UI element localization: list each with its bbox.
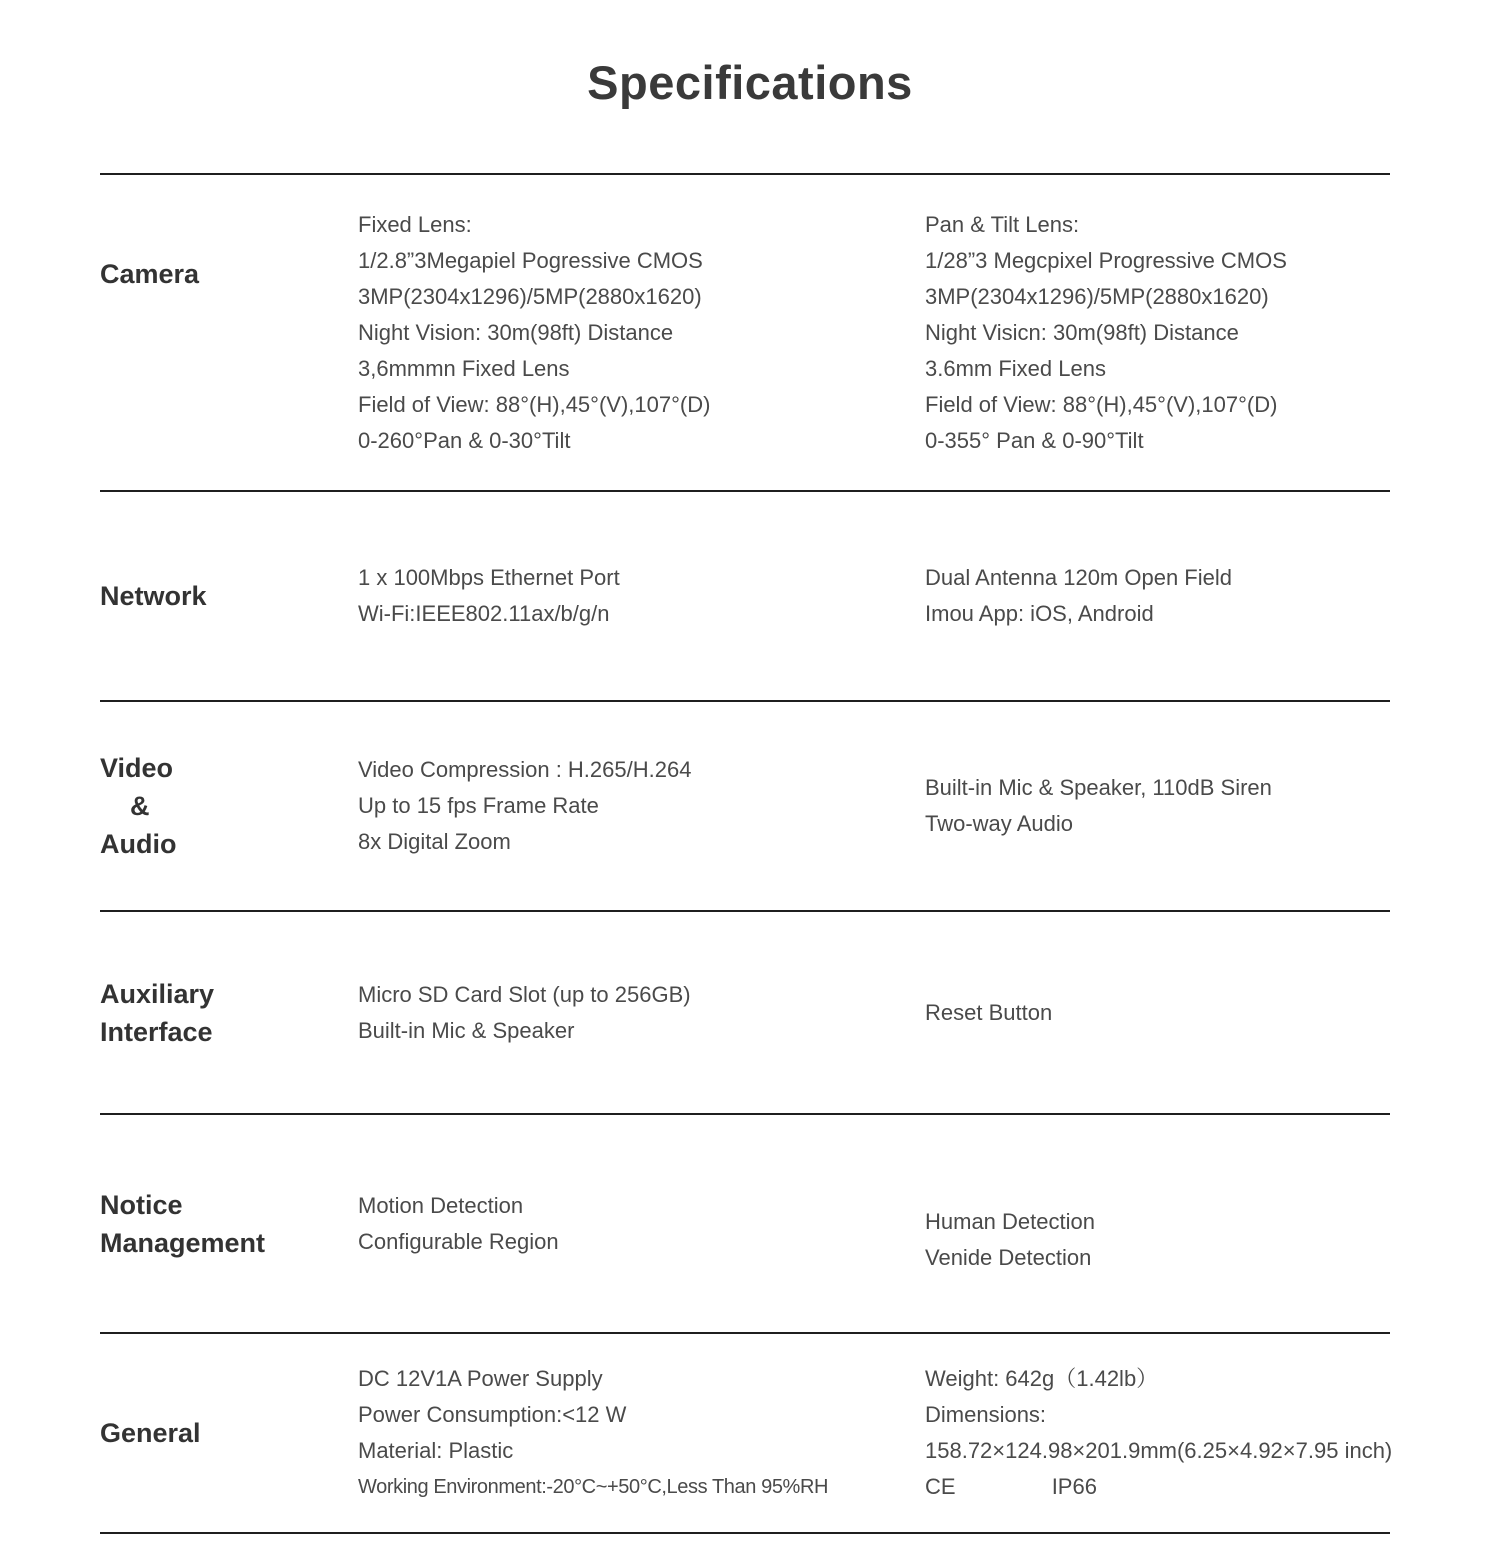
row-label-line: General — [100, 1418, 201, 1448]
spec-line: Motion Detection — [358, 1192, 524, 1218]
spec-line: Micro SD Card Slot (up to 256GB) — [358, 981, 691, 1007]
spec-line: 3,6mmmn Fixed Lens — [358, 355, 570, 381]
spec-line: Pan & Tilt Lens: — [925, 211, 1080, 237]
spec-line: Two-way Audio — [925, 811, 1073, 836]
spec-line: 1/2.8”3Megapiel Pogressive CMOS — [358, 247, 703, 273]
video-specs — [358, 752, 925, 860]
network-wired-specs — [358, 560, 925, 632]
table-row-network — [100, 492, 1390, 702]
row-label-camera — [100, 175, 358, 293]
spec-line: Built-in Mic & Speaker — [358, 1017, 575, 1043]
row-label-line: Interface — [100, 1016, 213, 1047]
certification-line — [925, 1469, 1392, 1505]
notice-detection-specs — [358, 1188, 925, 1260]
ce-certification-text: CE — [925, 1474, 956, 1499]
spec-line: Fixed Lens: — [358, 211, 472, 237]
auxiliary-button-specs — [925, 995, 1390, 1031]
ampersand-text: & — [130, 791, 150, 821]
row-label-line: Camera — [100, 259, 200, 289]
spec-line: Power Consumption:<12 W — [358, 1402, 627, 1427]
row-label-video-audio — [100, 749, 358, 863]
spec-line: Human Detection — [925, 1208, 1095, 1234]
network-wireless-specs — [925, 560, 1390, 632]
notice-ai-detection-specs — [925, 1204, 1390, 1276]
spec-line: 0-355° Pan & 0-90°Tilt — [925, 427, 1144, 453]
row-label-line: Management — [100, 1227, 266, 1258]
row-label-line: Video — [100, 753, 174, 783]
table-row-general — [100, 1334, 1393, 1534]
spec-line: Imou App: iOS, Android — [925, 601, 1154, 626]
spec-line: 0-260°Pan & 0-30°Tilt — [358, 427, 571, 453]
spec-line: 1 x 100Mbps Ethernet Port — [358, 565, 620, 590]
spec-line: 1/28”3 Megcpixel Progressive CMOS — [925, 247, 1287, 273]
spec-line: Configurable Region — [358, 1228, 559, 1254]
spec-line: DC 12V1A Power Supply — [358, 1366, 603, 1391]
spec-line: Up to 15 fps Frame Rate — [358, 793, 599, 818]
spec-line-working-environment: Working Environment:-20°C~+50°C,Less Than 95%RH — [358, 1476, 829, 1498]
spec-line: Venide Detection — [925, 1244, 1092, 1270]
table-row-notice-management — [100, 1115, 1390, 1334]
spec-line: Night Visicn: 30m(98ft) Distance — [925, 319, 1239, 345]
row-label-line — [100, 787, 358, 825]
spec-line: Material: Plastic — [358, 1438, 514, 1463]
spec-line: Field of View: 88°(H),45°(V),107°(D) — [358, 391, 711, 417]
row-label-line: Audio — [100, 829, 177, 859]
spec-line: Weight: 642g（1.42lb） — [925, 1366, 1159, 1391]
general-power-specs — [358, 1361, 925, 1505]
spec-line: Built-in Mic & Speaker, 110dB Siren — [925, 775, 1272, 800]
spec-line: 8x Digital Zoom — [358, 829, 511, 854]
spec-line: Dual Antenna 120m Open Field — [925, 565, 1232, 590]
audio-specs — [925, 770, 1390, 842]
title-section — [0, 0, 1500, 173]
spec-line: Night Vision: 30m(98ft) Distance — [358, 319, 674, 345]
spec-line: 3.6mm Fixed Lens — [925, 355, 1106, 381]
row-label-notice-management — [100, 1186, 358, 1262]
row-label-line: Network — [100, 581, 207, 611]
camera-pan-tilt-lens-specs — [925, 207, 1390, 459]
row-label-line: Auxiliary — [100, 978, 215, 1009]
specifications-table — [100, 173, 1393, 1534]
table-row-camera — [100, 175, 1390, 492]
spec-line: Wi-Fi:IEEE802.11ax/b/g/n — [358, 601, 610, 626]
row-label-auxiliary-interface — [100, 975, 358, 1051]
table-row-auxiliary-interface — [100, 912, 1390, 1115]
row-label-line: Notice — [100, 1189, 183, 1220]
spec-line: 3MP(2304x1296)/5MP(2880x1620) — [358, 283, 702, 309]
auxiliary-storage-specs — [358, 977, 925, 1049]
general-physical-specs — [925, 1361, 1392, 1505]
row-label-network — [100, 577, 358, 615]
table-row-video-audio — [100, 702, 1390, 912]
spec-line: Dimensions: — [925, 1402, 1047, 1427]
spec-line: Video Compression : H.265/H.264 — [358, 757, 692, 782]
page-title: Specifications — [587, 56, 913, 109]
ip66-rating-text: IP66 — [1051, 1474, 1097, 1499]
spec-line: 3MP(2304x1296)/5MP(2880x1620) — [925, 283, 1269, 309]
spec-line: 158.72×124.98×201.9mm(6.25×4.92×7.95 inch) — [925, 1438, 1393, 1463]
camera-fixed-lens-specs — [358, 207, 925, 459]
row-label-general — [100, 1414, 358, 1452]
spec-line: Field of View: 88°(H),45°(V),107°(D) — [925, 391, 1278, 417]
spec-line: Reset Button — [925, 999, 1053, 1025]
